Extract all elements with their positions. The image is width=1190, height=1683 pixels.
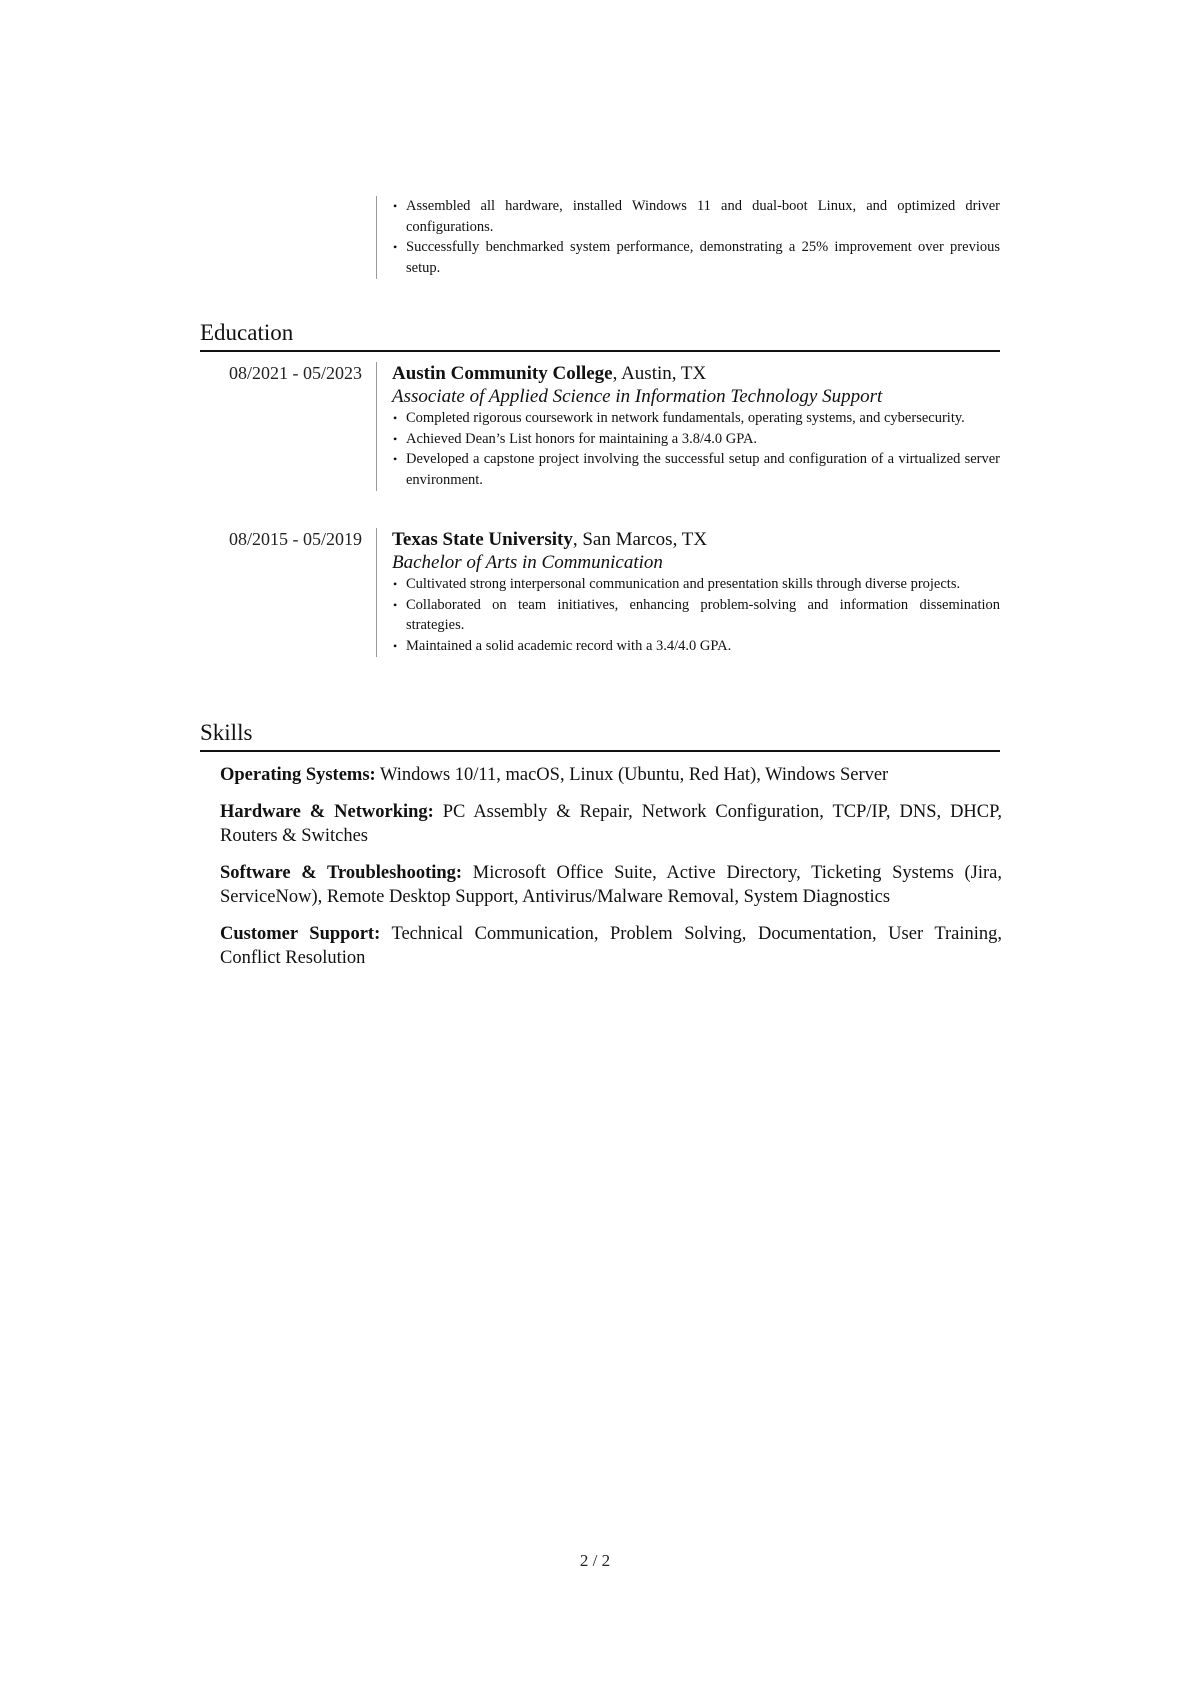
- degree-name: Bachelor of Arts in Communication: [392, 552, 663, 573]
- bullet-item: • Assembled all hardware, installed Windows 11 and dual-boot Linux, and optimized driver configurations.: [392, 196, 1000, 237]
- bullet-list: [392, 408, 1000, 491]
- entry-title: [392, 362, 1000, 385]
- entry-date: [200, 196, 376, 279]
- education-entry: [200, 362, 1000, 491]
- skill-row: [220, 800, 1002, 848]
- entry-title: [392, 528, 1000, 551]
- skills-heading: Skills: [200, 718, 1000, 752]
- institution-name: Austin Community College: [392, 363, 613, 384]
- skill-items: Microsoft Office Suite, Active Directory, Ticketing Systems (Jira, ServiceNow), Remote Desktop Support, Antivirus/Malware Removal, System Diagnostics: [220, 863, 1002, 907]
- entry-date: 08/2021 - 05/2023: [229, 363, 362, 383]
- education-heading: Education: [200, 318, 1000, 352]
- bullet-item: • Achieved Dean’s List honors for maintaining a 3.8/4.0 GPA.: [392, 429, 1000, 450]
- skill-row: [220, 763, 1002, 787]
- skill-row: [220, 922, 1002, 970]
- skill-category: Software & Troubleshooting:: [220, 863, 463, 883]
- skill-category: Operating Systems:: [220, 765, 376, 785]
- education-entry: [200, 528, 1000, 657]
- skills-list: [220, 763, 1002, 983]
- skill-row: [220, 861, 1002, 909]
- entry-date: 08/2015 - 05/2019: [229, 529, 362, 549]
- bullet-item: • Developed a capstone project involving the successful setup and configuration of a virtualized server environment.: [392, 449, 1000, 490]
- entry-body: [376, 528, 1000, 657]
- entry-body: [376, 362, 1000, 491]
- bullet-item: • Completed rigorous coursework in network fundamentals, operating systems, and cybersecurity.: [392, 408, 1000, 429]
- degree-name: Associate of Applied Science in Information Technology Support: [392, 386, 883, 407]
- institution-location: , Austin, TX: [612, 363, 707, 384]
- skill-items: Windows 10/11, macOS, Linux (Ubuntu, Red Hat), Windows Server: [375, 765, 889, 785]
- page-number: 2 / 2: [579, 1551, 611, 1570]
- institution-name: Texas State University: [392, 529, 573, 550]
- bullet-item: • Cultivated strong interpersonal communication and presentation skills through diverse projects.: [392, 574, 1000, 595]
- bullet-item: • Maintained a solid academic record with a 3.4/4.0 GPA.: [392, 636, 1000, 657]
- skill-category: Hardware & Networking:: [220, 802, 434, 822]
- bullet-list: [392, 574, 1000, 657]
- bullet-list: [392, 196, 1000, 279]
- bullet-item: • Successfully benchmarked system performance, demonstrating a 25% improvement over previous setup.: [392, 237, 1000, 278]
- skill-items: Technical Communication, Problem Solving, Documentation, User Training, Conflict Resolution: [220, 924, 1002, 968]
- continued-experience-entry: [200, 196, 1000, 279]
- skill-items: PC Assembly & Repair, Network Configuration, TCP/IP, DNS, DHCP, Routers & Switches: [220, 802, 1002, 846]
- skill-category: Customer Support:: [220, 924, 381, 944]
- bullet-item: • Collaborated on team initiatives, enhancing problem-solving and information dissemination strategies.: [392, 595, 1000, 636]
- entry-body: [376, 196, 1000, 279]
- institution-location: , San Marcos, TX: [572, 529, 708, 550]
